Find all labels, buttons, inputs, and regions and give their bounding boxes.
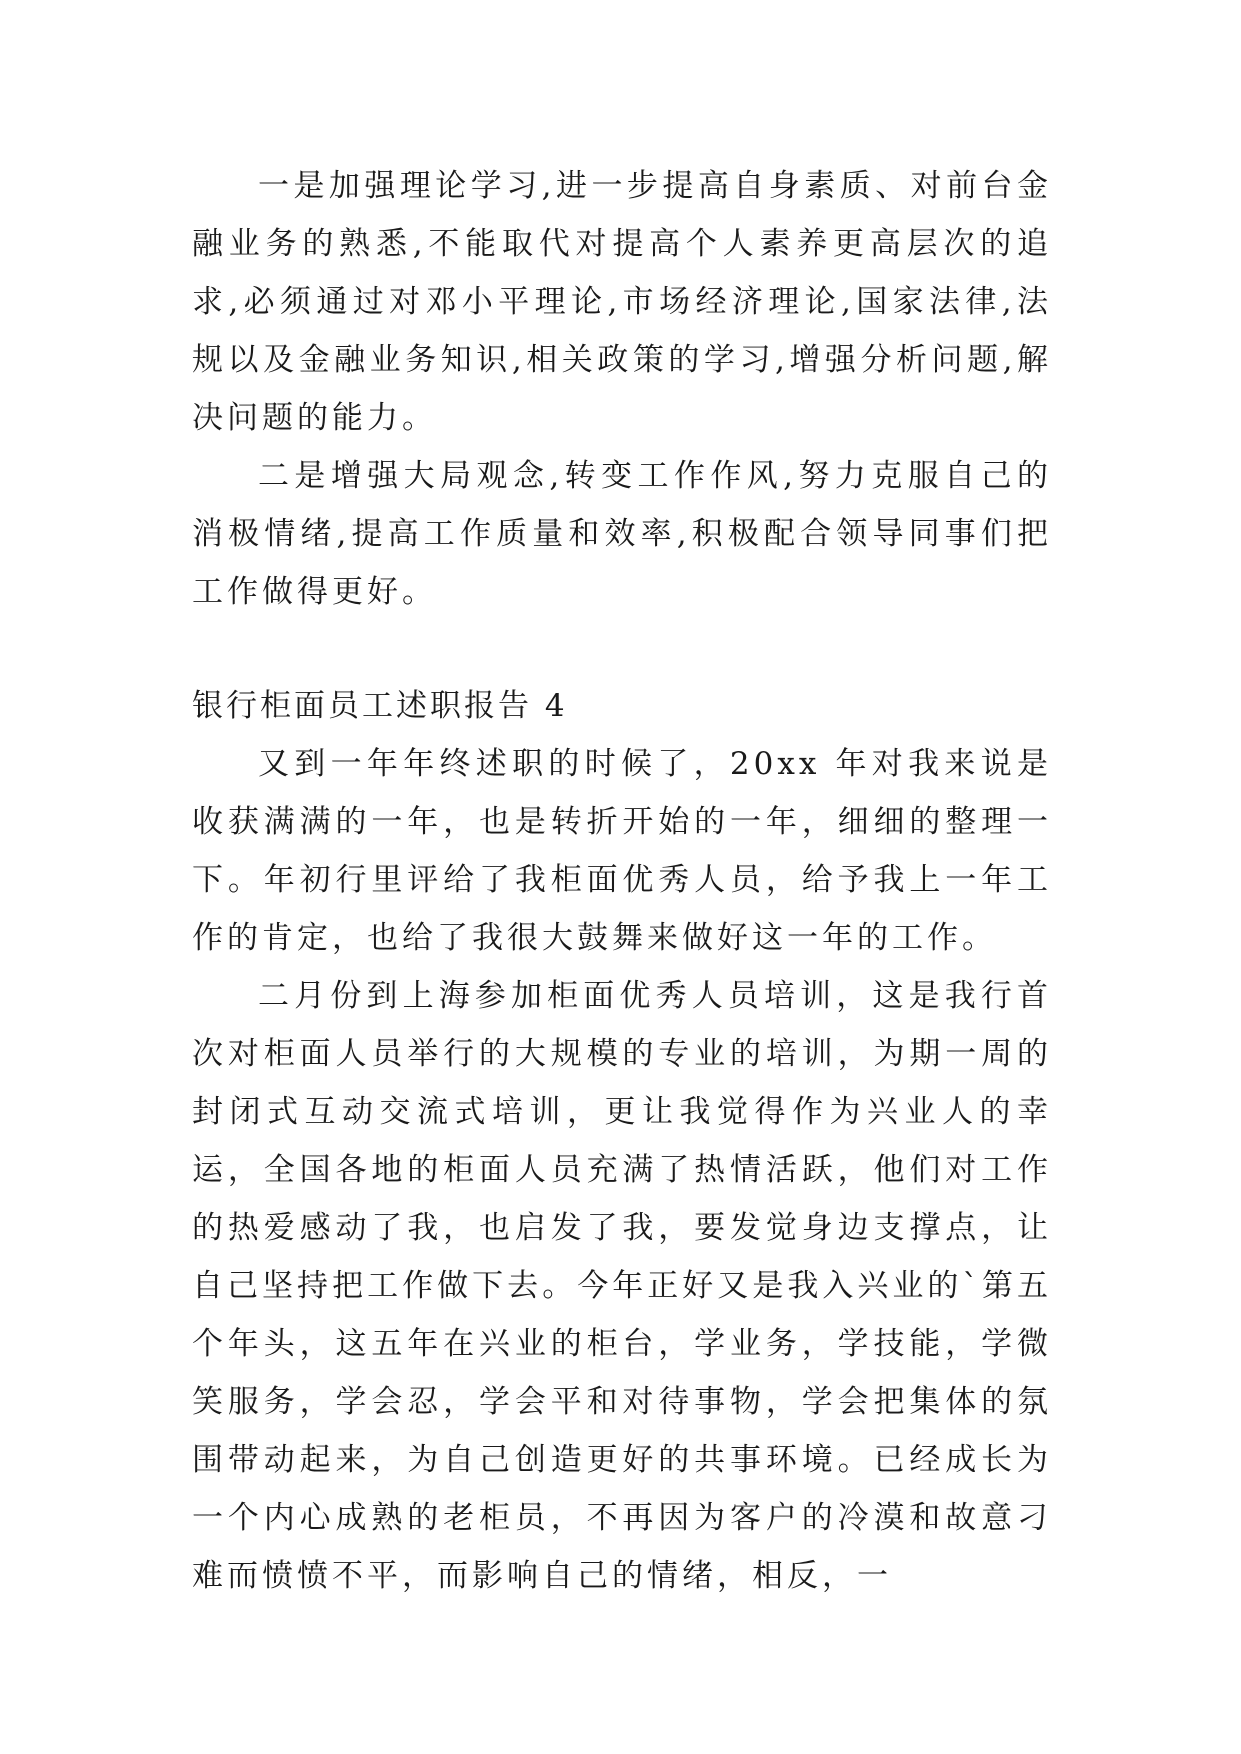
paragraph-3: 又到一年年终述职的时候了，20xx 年对我来说是收获满满的一年，也是转折开始的一年，细细的整理一下。年初行里评给了我柜面优秀人员，给予我上一年工作的肯定，也给了我很大鼓舞来做好这一年的工作。 <box>192 746 1052 956</box>
paragraph-2: 二是增强大局观念,转变工作作风,努力克服自己的消极情绪,提高工作质量和效率,积极配合领导同事们把工作做得更好。 <box>192 458 1052 610</box>
paragraph-4: 二月份到上海参加柜面优秀人员培训，这是我行首次对柜面人员举行的大规模的专业的培训，为期一周的封闭式互动交流式培训，更让我觉得作为兴业人的幸运，全国各地的柜面人员充满了热情活跃，他们对工作的热爱感动了我，也启发了我，要发觉身边支撑点，让自己坚持把工作做下去。今年正好又是我入兴业的`第五个年头，这五年在兴业的柜台，学业务，学技能，学微笑服务，学会忍，学会平和对待事物，学会把集体的氛围带动起来，为自己创造更好的共事环境。已经成长为一个内心成熟的老柜员，不再因为客户的冷漠和故意刁难而愤愤不平，而影响自己的情绪，相反，一 <box>192 978 1052 1594</box>
section-heading: 银行柜面员工述职报告 4 <box>192 688 568 724</box>
top-section <box>192 157 1052 621</box>
report-section <box>192 677 1052 1605</box>
paragraph-1: 一是加强理论学习,进一步提高自身素质、对前台金融业务的熟悉,不能取代对提高个人素养更高层次的追求,必须通过对邓小平理论,市场经济理论,国家法律,法规以及金融业务知识,相关政策的学习,增强分析问题,解决问题的能力。 <box>192 168 1052 436</box>
